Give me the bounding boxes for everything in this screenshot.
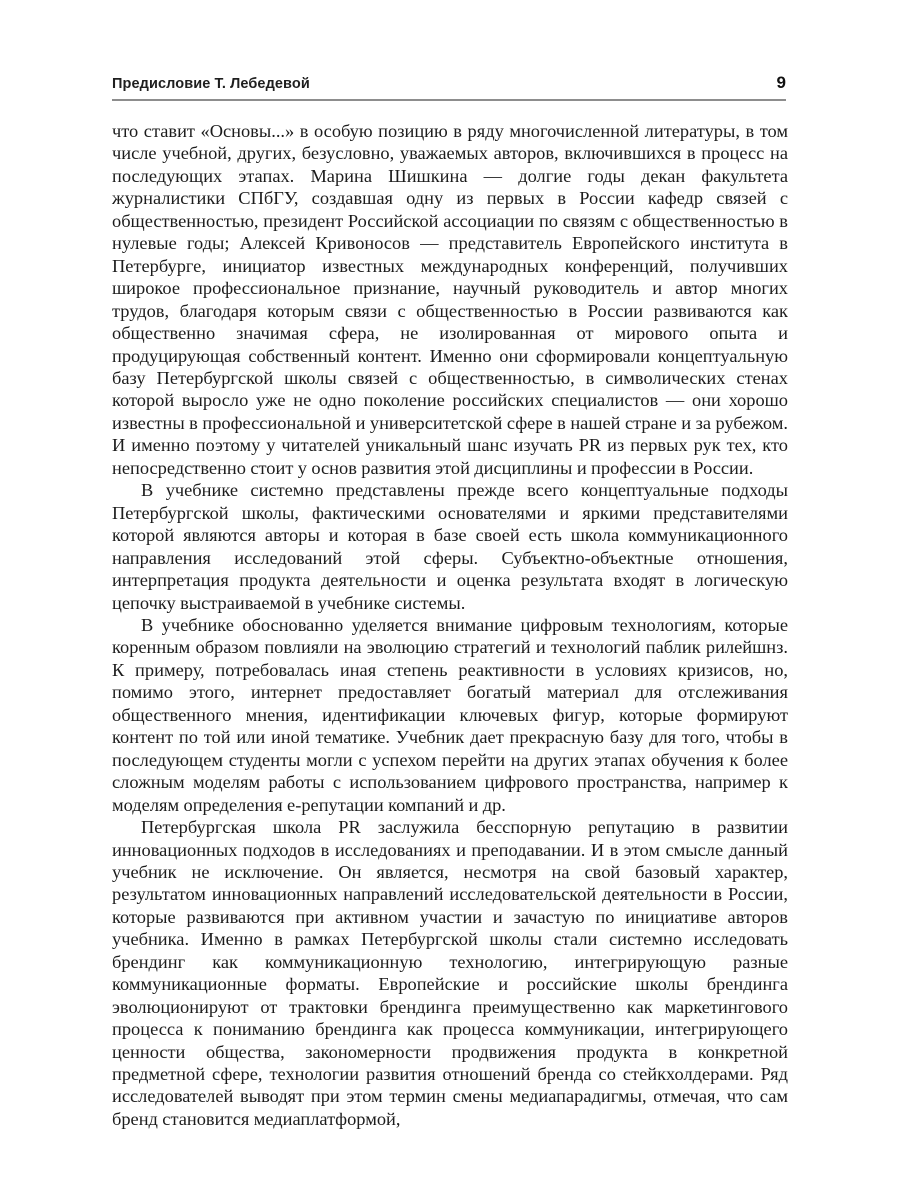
body-text-column [112,120,788,1130]
paragraph: В учебнике обоснованно уделяется внимание цифровым технологиям, которые коренным образом повлияли на эволюцию стратегий и технологий паблик рилейшнз. К примеру, потребовалась иная степень реактивности в условиях кризисов, но, помимо этого, интернет предоставляет богатый материал для отслеживания общественного мнения, идентификации ключевых фигур, которые формируют контент по той или иной тематике. Учебник дает прекрасную базу для того, чтобы в последующем студенты могли с успехом перейти на других этапах обучения к более сложным моделям работы с использованием цифрового пространства, например к моделям определения е-репутации компаний и др. [112,614,788,815]
page-number: 9 [776,73,786,92]
header-row [112,74,786,92]
running-header-title: Предисловие Т. Лебедевой [112,76,310,92]
paragraph: Петербургская школа PR заслужила бесспорную репутацию в развитии инновационных подходов в исследованиях и преподавании. И в этом смысле данный учебник не исключение. Он является, несмотря на свой базовый характер, результатом инновационных направлений исследовательской деятельности в России, которые развиваются при активном участии и зачастую по инициативе авторов учебника. Именно в рамках Петербургской школы стали системно исследовать брендинг как коммуникационную технологию, интегрирующую разные коммуникационные форматы. Европейские и российские школы брендинга эволюционируют от трактовки брендинга преимущественно как маркетингового процесса к пониманию брендинга как процесса коммуникации, интегрирующего ценности общества, закономерности продвижения продукта в конкретной предметной сфере, технологии развития отношений бренда со стейкхолдерами. Ряд исследователей выводят при этом термин смены медиапарадигмы, отмечая, что сам бренд становится медиаплатформой, [112,817,788,1129]
header-divider [112,99,786,101]
running-header [112,74,786,101]
paragraph: В учебнике системно представлены прежде всего концептуальные подходы Петербургской школы, фактическими основателями и яркими представителями которой являются авторы и которая в базе своей есть школа коммуникационного направления исследований этой сферы. Субъектно-объектные отношения, интерпретация продукта деятельности и оценка результата входят в логическую цепочку выстраиваемой в учебнике системы. [112,480,788,613]
paragraph: что ставит «Основы...» в особую позицию в ряду многочисленной литературы, в том числе учебной, других, безусловно, уважаемых авторов, включившихся в процесс на последующих этапах. Марина Шишкина — долгие годы декан факультета журналистики СПбГУ, создавшая одну из первых в России кафедр связей с общественностью, президент Российской ассоциации по связям с общественностью в нулевые годы; Алексей Кривоносов — представитель Европейского института в Петербурге, инициатор известных международных конференций, получивших широкое профессиональное признание, научный руководитель и автор многих трудов, благодаря которым связи с общественностью в России развиваются как общественно значимая сфера, не изолированная от мирового опыта и продуцирующая собственный контент. Именно они сформировали концептуальную базу Петербургской школы связей с общественностью, в символических стенах которой выросло уже не одно поколение российских специалистов — они хорошо известны в профессиональной и университетской сфере в нашей стране и за рубежом. И именно поэтому у читателей уникальный шанс изучать PR из первых рук тех, кто непосредственно стоит у основ развития этой дисциплины и профессии в России. [112,121,788,478]
